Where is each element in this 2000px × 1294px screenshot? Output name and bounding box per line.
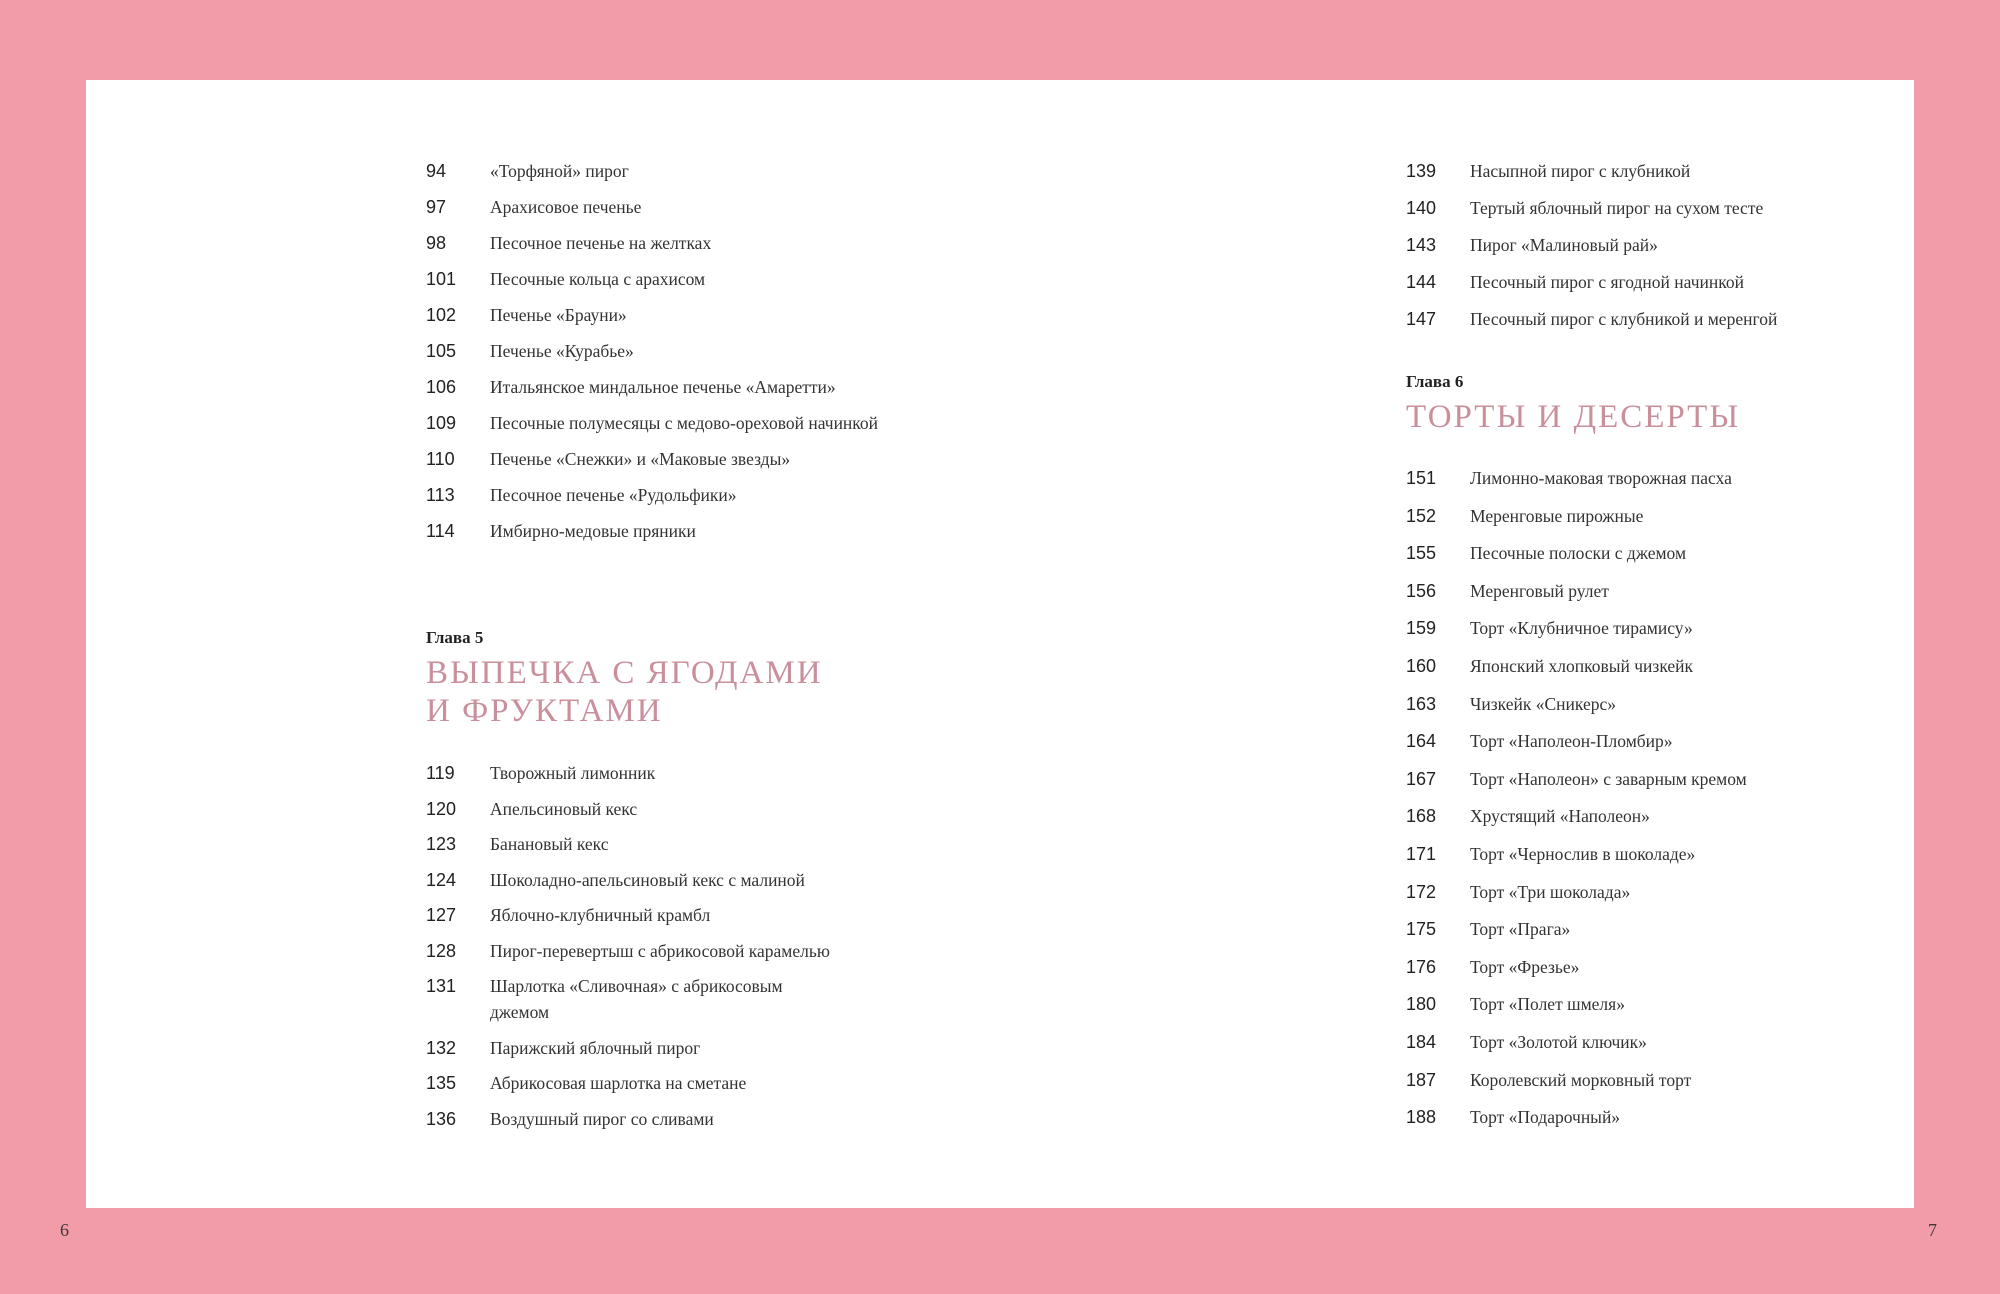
chapter-label: Глава 6 <box>1406 372 1464 391</box>
toc-entry[interactable] <box>426 1106 986 1132</box>
toc-entry[interactable] <box>426 831 986 857</box>
toc-entry[interactable] <box>426 302 986 328</box>
toc-entry-title: Японский хлопковый чизкейк <box>1470 655 1694 676</box>
toc-entry[interactable] <box>426 902 986 928</box>
toc-entry-title: Итальянское миндальное печенье «Амаретти» <box>490 377 836 397</box>
toc-entry-title: Торт «Подарочный» <box>1470 1107 1621 1128</box>
toc-page-number: 171 <box>1406 843 1437 864</box>
toc-entry[interactable] <box>426 410 986 436</box>
toc-entry-title: Песочное печенье «Рудольфики» <box>490 485 737 505</box>
toc-page-number: 102 <box>426 305 457 325</box>
toc-entry-title: Апельсиновый кекс <box>490 798 638 819</box>
toc-page-number: 132 <box>426 1037 457 1058</box>
toc-entry[interactable] <box>426 230 986 256</box>
toc-page-number: 127 <box>426 905 457 925</box>
chapter-title <box>1406 398 1906 436</box>
toc-entry-title: Торт «Клубничное тирамису» <box>1470 618 1693 639</box>
chapter-title-line: И ФРУКТАМИ <box>426 693 663 729</box>
toc-entry-title: Торт «Наполеон» с заварным кремом <box>1470 768 1747 789</box>
toc-page-number: 136 <box>426 1108 457 1129</box>
toc-entry-title: Пирог-перевертыш с абрикосовой карамелью <box>490 940 830 961</box>
toc-entry-title: Лимонно-маковая творожная пасха <box>1470 468 1732 488</box>
toc-page-number: 175 <box>1406 919 1437 940</box>
toc-page-number: 168 <box>1406 806 1437 827</box>
toc-entry-title: Меренговые пирожные <box>1470 505 1644 526</box>
chapter-title <box>426 654 986 730</box>
toc-page-number: 156 <box>1406 580 1437 601</box>
toc-entry-title: Воздушный пирог со сливами <box>490 1108 714 1129</box>
toc-entry-title: «Торфяной» пирог <box>490 161 629 181</box>
toc-page-number: 124 <box>426 869 457 890</box>
toc-entry[interactable] <box>1406 195 1906 221</box>
toc-page-number: 110 <box>426 449 455 469</box>
toc-entry[interactable] <box>1406 691 1906 717</box>
toc-page-number: 159 <box>1406 618 1437 639</box>
toc-entry[interactable] <box>1406 503 1906 529</box>
toc-page-number: 167 <box>1406 768 1437 789</box>
toc-entry-title: Арахисовое печенье <box>490 197 642 217</box>
toc-entry[interactable] <box>1406 954 1906 980</box>
toc-entry-title: Пирог «Малиновый рай» <box>1470 235 1658 255</box>
toc-entry[interactable] <box>1406 578 1906 604</box>
toc-page-number: 184 <box>1406 1031 1437 1052</box>
toc-page-number: 106 <box>426 377 457 397</box>
chapter-heading-5 <box>426 628 986 730</box>
toc-page-number: 97 <box>426 197 447 217</box>
toc-entry[interactable] <box>1406 540 1906 566</box>
toc-page-number: 152 <box>1406 505 1437 526</box>
toc-entry-title: Парижский яблочный пирог <box>490 1037 701 1058</box>
toc-entry-title: Песочный пирог с клубникой и меренгой <box>1470 309 1778 329</box>
toc-entry[interactable] <box>426 482 986 508</box>
toc-entry[interactable] <box>1406 615 1906 641</box>
toc-page-number: 123 <box>426 834 457 854</box>
toc-page-number: 113 <box>426 485 455 505</box>
toc-entry-title: Песочные кольца с арахисом <box>490 269 706 289</box>
toc-entry[interactable] <box>1406 158 1906 184</box>
toc-entry-title: Песочный пирог с ягодной начинкой <box>1470 272 1744 292</box>
toc-entry[interactable] <box>426 1070 986 1096</box>
toc-entry[interactable] <box>1406 879 1906 905</box>
toc-entry-title: Торт «Золотой ключик» <box>1470 1031 1647 1052</box>
toc-page-number: 94 <box>426 161 447 181</box>
toc-page-number: 143 <box>1406 235 1437 255</box>
chapter-label: Глава 5 <box>426 628 484 647</box>
toc-entry[interactable] <box>426 446 986 472</box>
toc-page-number: 114 <box>426 521 455 541</box>
chapter-title-line: ВЫПЕЧКА С ЯГОДАМИ <box>426 655 823 691</box>
toc-page-number: 187 <box>1406 1069 1437 1090</box>
toc-entry[interactable] <box>1406 916 1906 942</box>
toc-page-number: 120 <box>426 798 457 819</box>
chapter-heading-6 <box>1406 372 1906 436</box>
toc-entry-title: Насыпной пирог с клубникой <box>1470 161 1691 181</box>
toc-entry[interactable] <box>426 194 986 220</box>
toc-entry-title: Имбирно-медовые пряники <box>490 521 696 541</box>
toc-page-number: 144 <box>1406 272 1437 292</box>
toc-page-number: 135 <box>426 1073 457 1093</box>
toc-page-number: 164 <box>1406 731 1437 752</box>
toc-entry[interactable] <box>1406 728 1906 754</box>
toc-page-number: 163 <box>1406 693 1437 714</box>
toc-page-number: 105 <box>426 341 457 361</box>
toc-page-number: 151 <box>1406 468 1437 488</box>
toc-entry-title: Чизкейк «Сникерс» <box>1470 693 1616 714</box>
toc-page-number: 140 <box>1406 198 1437 218</box>
toc-entry-title: Меренговый рулет <box>1470 580 1609 601</box>
toc-entry[interactable] <box>1406 465 1906 491</box>
toc-entry[interactable] <box>426 867 986 893</box>
toc-entry-title: Торт «Полет шмеля» <box>1470 994 1625 1015</box>
toc-entry[interactable] <box>426 1035 986 1061</box>
toc-page-number: 155 <box>1406 543 1437 564</box>
toc-page-number: 180 <box>1406 994 1437 1015</box>
toc-entry[interactable] <box>426 518 986 544</box>
toc-page-number: 176 <box>1406 956 1437 977</box>
toc-list-right-bottom <box>1406 465 1906 1130</box>
toc-entry-title: Печенье «Снежки» и «Маковые звезды» <box>490 449 791 469</box>
toc-entry[interactable] <box>426 158 986 184</box>
toc-page-number: 139 <box>1406 161 1437 181</box>
toc-entry[interactable] <box>1406 269 1906 295</box>
toc-entry[interactable] <box>426 266 986 292</box>
toc-page-number: 128 <box>426 940 457 961</box>
chapter-title-line: ТОРТЫ И ДЕСЕРТЫ <box>1406 399 1741 435</box>
toc-entry-title: Творожный лимонник <box>490 763 656 783</box>
toc-entry-title: Яблочно-клубничный крамбл <box>490 905 711 925</box>
toc-entry-title: Торт «Фрезье» <box>1470 956 1580 977</box>
toc-entry[interactable] <box>426 374 986 400</box>
toc-entry-title: Песочные полоски с джемом <box>1470 543 1687 564</box>
toc-entry[interactable] <box>1406 766 1906 792</box>
toc-entry-title: Шоколадно-апельсиновый кекс с малиной <box>490 869 805 890</box>
toc-entry-title: Шарлотка «Сливочная» с абрикосовым джемом <box>490 976 783 1022</box>
toc-entry[interactable] <box>1406 653 1906 679</box>
toc-entry[interactable] <box>1406 306 1906 332</box>
toc-entry-title: Торт «Наполеон-Пломбир» <box>1470 731 1673 752</box>
toc-entry[interactable] <box>1406 1104 1906 1130</box>
toc-entry-title: Торт «Чернослив в шоколаде» <box>1470 843 1696 864</box>
toc-entry-title: Печенье «Курабье» <box>490 341 634 361</box>
toc-entry[interactable] <box>1406 1029 1906 1055</box>
toc-page-number: 131 <box>426 976 457 996</box>
toc-entry-title: Королевский морковный торт <box>1470 1069 1692 1090</box>
toc-page-number: 98 <box>426 233 447 253</box>
toc-page-number: 172 <box>1406 881 1437 902</box>
toc-entry[interactable] <box>426 938 986 964</box>
toc-list-left-bottom <box>426 760 986 1132</box>
page-number-right: 7 <box>1928 1220 1937 1240</box>
toc-entry[interactable] <box>426 760 986 786</box>
toc-entry-title: Песочное печенье на желтках <box>490 233 712 253</box>
toc-entry[interactable] <box>1406 1067 1906 1093</box>
toc-entry[interactable] <box>426 973 986 1025</box>
toc-entry[interactable] <box>1406 991 1906 1017</box>
toc-page-number: 101 <box>426 269 457 289</box>
toc-entry-title: Хрустящий «Наполеон» <box>1470 806 1650 827</box>
toc-list-right-top <box>1406 158 1906 332</box>
toc-entry-title: Торт «Прага» <box>1470 919 1571 940</box>
toc-page-number: 188 <box>1406 1107 1437 1128</box>
toc-page-number: 160 <box>1406 655 1437 676</box>
toc-page-number: 109 <box>426 413 457 433</box>
toc-page-number: 119 <box>426 763 455 783</box>
toc-list-left-top <box>426 158 986 544</box>
toc-entry[interactable] <box>426 796 986 822</box>
toc-entry[interactable] <box>426 338 986 364</box>
toc-page-number: 147 <box>1406 309 1437 329</box>
toc-entry[interactable] <box>1406 803 1906 829</box>
book-spread <box>86 80 1914 1208</box>
toc-entry-title: Абрикосовая шарлотка на сметане <box>490 1073 747 1093</box>
toc-entry[interactable] <box>1406 232 1906 258</box>
toc-entry-title: Банановый кекс <box>490 834 609 854</box>
toc-entry-title: Печенье «Брауни» <box>490 305 627 325</box>
toc-entry-title: Тертый яблочный пирог на сухом тесте <box>1470 198 1764 218</box>
toc-entry[interactable] <box>1406 841 1906 867</box>
page-number-left: 6 <box>60 1220 69 1240</box>
toc-entry-title: Торт «Три шоколада» <box>1470 881 1631 902</box>
toc-entry-title: Песочные полумесяцы с медово-ореховой начинкой <box>490 413 879 433</box>
